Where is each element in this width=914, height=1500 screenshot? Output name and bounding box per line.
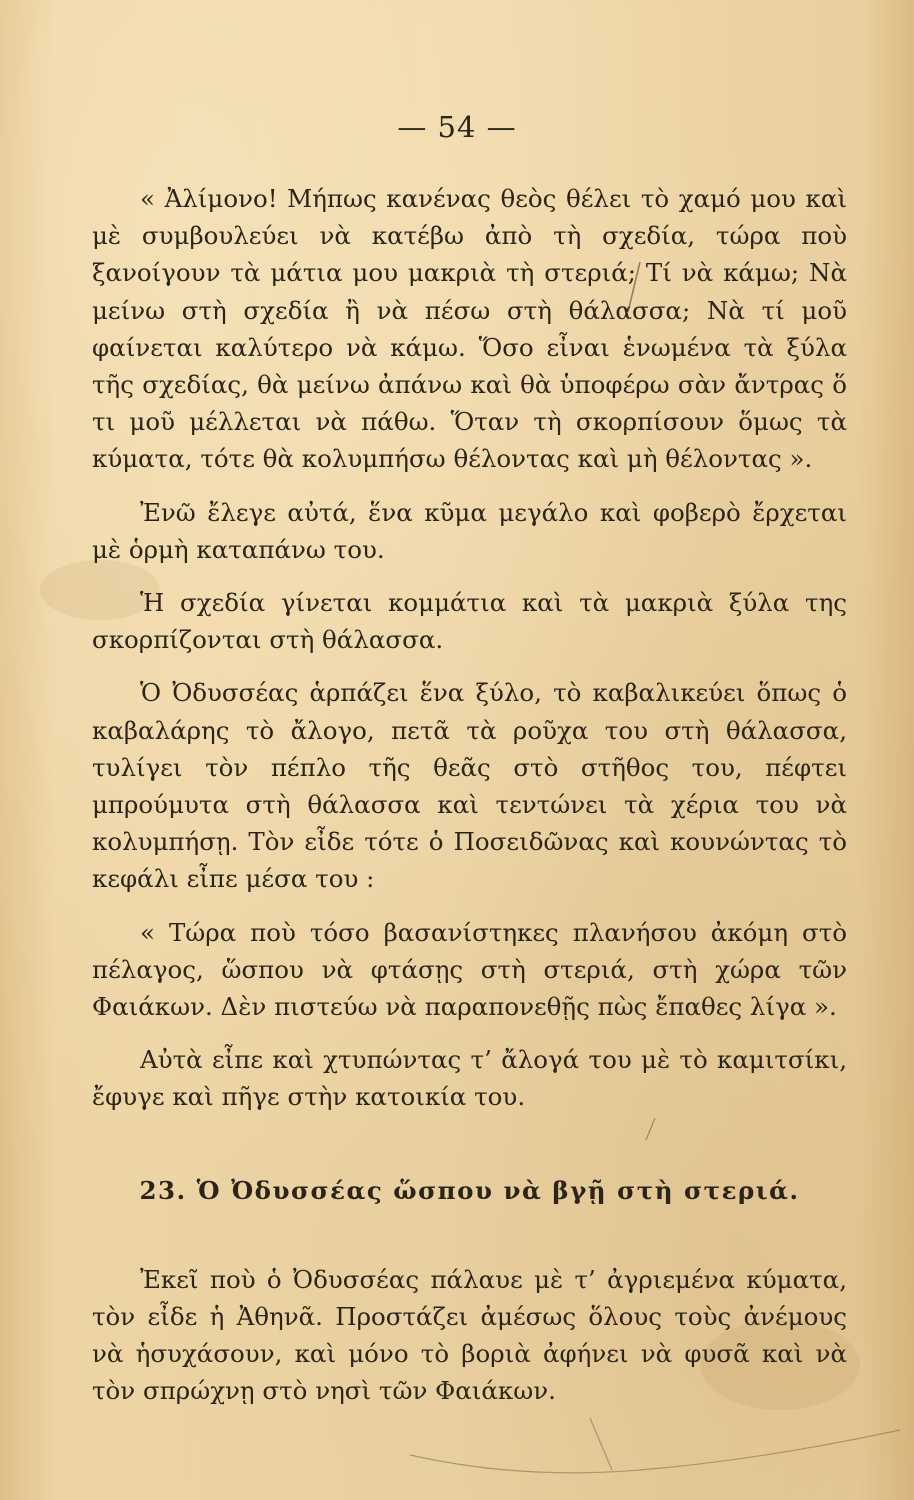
paragraph: Ἐκεῖ ποὺ ὁ Ὀδυσσέας πάλαυε μὲ τ’ ἀγριεμένα κύματα, τὸν εἶδε ἡ Ἀθηνᾶ. Προστάζει ἀμέσως ὅλους τοὺς ἀνέμους νὰ ἡσυχάσουν, καὶ μόνο τὸ βοριὰ ἀφήνει νὰ φυσᾶ καὶ νὰ τὸν σπρώχνῃ στὸ νησὶ τῶν Φαιάκων.	[92, 1264, 847, 1406]
paragraph: Ἡ σχεδία γίνεται κομμάτια καὶ τὰ μακριὰ ξύλα της σκορπίζονται στὴ θάλασσα.	[92, 588, 847, 655]
paragraph: « Ἀλίμονο! Μήπως κανένας θεὸς θέλει τὸ χαμό μου καὶ μὲ συμβουλεύει νὰ κατέβω ἀπὸ τὴ σχεδία, τώρα ποὺ ξανοίγουν τὰ μάτια μου μακριὰ τὴ στεριά; Τί νὰ κάμω; Νὰ μείνω στὴ σχεδία ἢ νὰ πέσω στὴ θάλασσα; Νὰ τί μοῦ φαίνεται καλύτερο νὰ κάμω. Ὅσο εἶναι ἑνωμένα τὰ ξύλα τῆς σχεδίας, θὰ μείνω ἀπάνω καὶ θὰ ὑποφέρω σὰν ἄντρας ὅ τι μοῦ μέλλεται νὰ πάθω. Ὅταν τὴ σκορπίσουν ὅμως τὰ κύματα, τότε θὰ κολυμπήσω θέλοντας καὶ μὴ θέλοντας ».	[92, 184, 847, 474]
body-text	[92, 180, 847, 1426]
paragraph: « Τώρα ποὺ τόσο βασανίστηκες πλανήσου ἀκόμη στὸ πέλαγος, ὥσπου νὰ φτάσῃς στὴ στεριά, στὴ χώρα τῶν Φαιάκων. Δὲν πιστεύω νὰ παραπονεθῇς πὼς ἔπαθες λίγα ».	[92, 917, 847, 1022]
paragraph: Ἐνῶ ἔλεγε αὐτά, ἕνα κῦμα μεγάλο καὶ φοβερὸ ἔρχεται μὲ ὁρμὴ καταπάνω του.	[92, 497, 847, 564]
section-heading: 23. Ὁ Ὀδυσσέας ὥσπου νὰ βγῇ στὴ στεριά.	[139, 1175, 800, 1205]
paragraph: Ὁ Ὀδυσσέας ἁρπάζει ἕνα ξύλο, τὸ καβαλικεύει ὅπως ὁ καβαλάρης τὸ ἄλογο, πετᾶ τὰ ροῦχα του στὴ θάλασσα, τυλίγει τὸν πέπλο τῆς θεᾶς στὸ στῆθος του, πέφτει μπρούμυτα στὴ θάλασσα καὶ τεντώνει τὰ χέρια του νὰ κολυμπήσῃ. Τὸν εἶδε τότε ὁ Ποσειδῶνας καὶ κουνώντας τὸ κεφάλι εἶπε μέσα του :	[92, 678, 847, 894]
page-number: — 54 —	[397, 110, 517, 144]
paragraph: Αὐτὰ εἶπε καὶ χτυπώντας τ’ ἄλογά του μὲ τὸ καμιτσίκι, ἔφυγε καὶ πῆγε στὴν κατοικία του.	[92, 1045, 847, 1112]
